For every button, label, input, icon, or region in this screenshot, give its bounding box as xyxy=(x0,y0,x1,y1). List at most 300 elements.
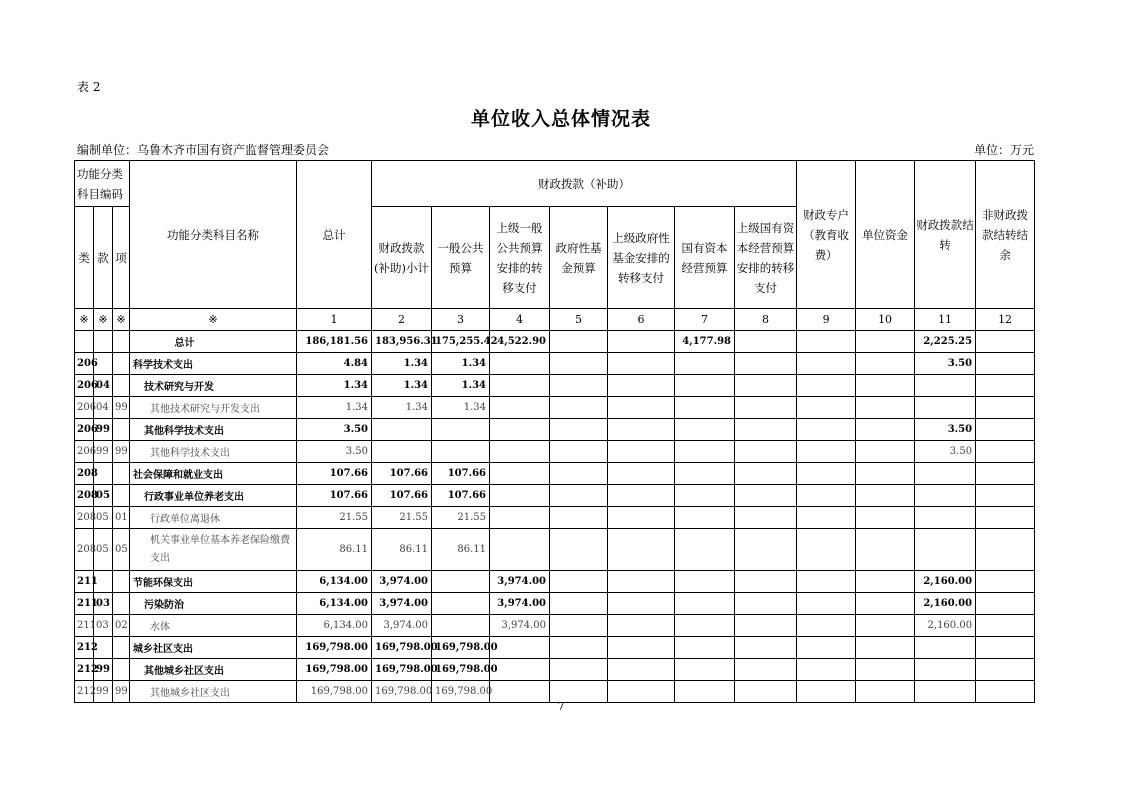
cell-kuan: 99 xyxy=(94,441,113,463)
cell-kuan: 05 xyxy=(94,529,113,571)
cell-value xyxy=(797,659,856,681)
cell-value xyxy=(735,485,797,507)
cell-value: 3,974.00 xyxy=(372,571,432,593)
cell-lei: 208 xyxy=(75,507,94,529)
cell-kuan: 03 xyxy=(94,615,113,637)
cell-kuan: 03 xyxy=(94,593,113,615)
index-cell: ※ xyxy=(75,309,94,331)
org-label: 编制单位：乌鲁木齐市国有资产监督管理委员会 xyxy=(77,143,330,157)
header-special: 财政专户（教育收费） xyxy=(797,161,856,309)
cell-value: 86.11 xyxy=(432,529,490,571)
cell-value xyxy=(976,571,1035,593)
cell-xiang xyxy=(113,331,130,353)
cell-value xyxy=(675,615,735,637)
index-cell: 7 xyxy=(675,309,735,331)
cell-value xyxy=(797,637,856,659)
table-row xyxy=(75,353,1035,375)
cell-value: 86.11 xyxy=(372,529,432,571)
cell-value: 175,255.42 xyxy=(432,331,490,353)
cell-value xyxy=(432,593,490,615)
cell-name: 其他城乡社区支出 xyxy=(130,659,297,681)
table-row xyxy=(75,615,1035,637)
cell-value: 107.66 xyxy=(432,463,490,485)
cell-xiang: 99 xyxy=(113,441,130,463)
cell-value xyxy=(490,507,550,529)
cell-value xyxy=(608,593,675,615)
cell-value xyxy=(490,463,550,485)
cell-value: 3.50 xyxy=(915,353,976,375)
cell-xiang: 99 xyxy=(113,397,130,419)
cell-kuan: 05 xyxy=(94,507,113,529)
cell-value xyxy=(550,529,608,571)
cell-value: 3.50 xyxy=(915,441,976,463)
table-row xyxy=(75,593,1035,615)
table-row xyxy=(75,507,1035,529)
cell-value: 3,974.00 xyxy=(490,615,550,637)
cell-value xyxy=(490,659,550,681)
table-row xyxy=(75,637,1035,659)
cell-value xyxy=(976,615,1035,637)
cell-value xyxy=(856,397,915,419)
cell-value: 3,974.00 xyxy=(490,571,550,593)
cell-value: 6,134.00 xyxy=(297,593,372,615)
cell-value: 1.34 xyxy=(372,397,432,419)
cell-value xyxy=(735,397,797,419)
cell-value xyxy=(550,615,608,637)
cell-value: 1.34 xyxy=(432,375,490,397)
cell-xiang xyxy=(113,485,130,507)
cell-value xyxy=(735,507,797,529)
cell-name: 城乡社区支出 xyxy=(130,637,297,659)
cell-value xyxy=(915,659,976,681)
cell-name: 其他科学技术支出 xyxy=(130,419,297,441)
cell-value: 1.34 xyxy=(372,353,432,375)
cell-name: 科学技术支出 xyxy=(130,353,297,375)
cell-value xyxy=(976,593,1035,615)
cell-value xyxy=(675,441,735,463)
cell-value xyxy=(432,441,490,463)
cell-value xyxy=(490,375,550,397)
cell-value: 21.55 xyxy=(372,507,432,529)
cell-value: 169,798.00 xyxy=(372,637,432,659)
cell-value: 86.11 xyxy=(297,529,372,571)
cell-lei: 212 xyxy=(75,681,94,703)
cell-value: 3,974.00 xyxy=(490,593,550,615)
cell-value: 2,160.00 xyxy=(915,571,976,593)
cell-value xyxy=(675,375,735,397)
income-table xyxy=(74,160,1035,703)
cell-xiang xyxy=(113,463,130,485)
cell-value: 1.34 xyxy=(432,397,490,419)
cell-value xyxy=(550,353,608,375)
cell-value xyxy=(735,659,797,681)
index-cell: 9 xyxy=(797,309,856,331)
cell-value xyxy=(550,331,608,353)
cell-value: 21.55 xyxy=(297,507,372,529)
table-row xyxy=(75,529,1035,571)
page-number: 7 xyxy=(557,700,565,713)
cell-value: 21.55 xyxy=(432,507,490,529)
cell-lei: 211 xyxy=(75,593,94,615)
cell-value xyxy=(608,529,675,571)
cell-value xyxy=(608,331,675,353)
header-total: 总计 xyxy=(297,161,372,309)
cell-value xyxy=(856,593,915,615)
cell-value xyxy=(976,441,1035,463)
table-row xyxy=(75,397,1035,419)
index-cell: 5 xyxy=(550,309,608,331)
table-row xyxy=(75,375,1035,397)
cell-value: 1.34 xyxy=(297,375,372,397)
cell-value xyxy=(608,441,675,463)
cell-value xyxy=(797,463,856,485)
cell-value xyxy=(608,463,675,485)
cell-value xyxy=(915,485,976,507)
cell-lei: 206 xyxy=(75,419,94,441)
cell-lei: 206 xyxy=(75,375,94,397)
cell-name: 其他科学技术支出 xyxy=(130,441,297,463)
cell-value xyxy=(856,375,915,397)
header-unit-fund: 单位资金 xyxy=(856,161,915,309)
cell-value: 107.66 xyxy=(297,463,372,485)
cell-value xyxy=(675,463,735,485)
cell-kuan: 99 xyxy=(94,659,113,681)
cell-name: 其他城乡社区支出 xyxy=(130,681,297,703)
cell-value xyxy=(735,441,797,463)
cell-value xyxy=(550,571,608,593)
cell-value xyxy=(856,529,915,571)
cell-value xyxy=(735,375,797,397)
cell-value xyxy=(976,637,1035,659)
cell-kuan: 99 xyxy=(94,681,113,703)
cell-value xyxy=(550,463,608,485)
cell-value xyxy=(976,659,1035,681)
cell-name: 行政单位离退休 xyxy=(130,507,297,529)
cell-name: 机关事业单位基本养老保险缴费支出 xyxy=(130,529,297,571)
cell-value xyxy=(976,397,1035,419)
cell-name: 社会保障和就业支出 xyxy=(130,463,297,485)
header-name: 功能分类科目名称 xyxy=(130,161,297,309)
header-gov-fund: 政府性基金预算 xyxy=(550,207,608,309)
cell-value xyxy=(976,507,1035,529)
cell-xiang xyxy=(113,419,130,441)
cell-value xyxy=(735,615,797,637)
cell-value xyxy=(675,397,735,419)
cell-value: 169,798.00 xyxy=(432,681,490,703)
cell-value xyxy=(490,397,550,419)
cell-value xyxy=(976,353,1035,375)
cell-value xyxy=(797,441,856,463)
cell-value xyxy=(432,615,490,637)
cell-value xyxy=(372,441,432,463)
cell-value xyxy=(797,507,856,529)
cell-value xyxy=(608,637,675,659)
page-title: 单位收入总体情况表 xyxy=(470,108,651,130)
cell-value xyxy=(675,353,735,375)
cell-value: 186,181.56 xyxy=(297,331,372,353)
header-transfer-capital: 上级国有资本经营预算安排的转移支付 xyxy=(735,207,797,309)
cell-value xyxy=(856,441,915,463)
cell-value xyxy=(735,463,797,485)
table-row xyxy=(75,419,1035,441)
header-fiscal-group: 财政拨款（补助） xyxy=(372,161,797,207)
cell-value: 6,134.00 xyxy=(297,571,372,593)
cell-value xyxy=(856,637,915,659)
cell-value: 6,134.00 xyxy=(297,615,372,637)
cell-value xyxy=(735,419,797,441)
cell-value xyxy=(856,419,915,441)
cell-value: 169,798.00 xyxy=(297,681,372,703)
header-general: 一般公共预算 xyxy=(432,207,490,309)
header-transfer-general: 上级一般公共预算安排的转移支付 xyxy=(490,207,550,309)
cell-value xyxy=(550,659,608,681)
cell-lei: 206 xyxy=(75,353,94,375)
cell-kuan: 99 xyxy=(94,419,113,441)
cell-value xyxy=(797,375,856,397)
cell-value: 4,522.90 xyxy=(490,331,550,353)
cell-value xyxy=(735,331,797,353)
cell-value xyxy=(608,353,675,375)
cell-value xyxy=(490,485,550,507)
header-lei: 类 xyxy=(75,207,94,309)
cell-value xyxy=(856,485,915,507)
cell-name: 污染防治 xyxy=(130,593,297,615)
index-cell: 3 xyxy=(432,309,490,331)
cell-value xyxy=(675,485,735,507)
cell-value: 2,160.00 xyxy=(915,615,976,637)
cell-kuan: 05 xyxy=(94,485,113,507)
cell-value xyxy=(797,397,856,419)
cell-xiang xyxy=(113,375,130,397)
table-row xyxy=(75,571,1035,593)
cell-value xyxy=(608,397,675,419)
cell-value xyxy=(797,485,856,507)
cell-value xyxy=(550,485,608,507)
cell-value xyxy=(608,507,675,529)
cell-xiang: 99 xyxy=(113,681,130,703)
cell-value: 3.50 xyxy=(915,419,976,441)
cell-value xyxy=(490,637,550,659)
cell-value xyxy=(550,397,608,419)
cell-name: 技术研究与开发 xyxy=(130,375,297,397)
cell-value xyxy=(915,463,976,485)
cell-value xyxy=(550,593,608,615)
cell-xiang xyxy=(113,637,130,659)
cell-value: 1.34 xyxy=(297,397,372,419)
cell-value xyxy=(432,419,490,441)
cell-lei: 212 xyxy=(75,637,94,659)
cell-value xyxy=(608,659,675,681)
cell-kuan: 04 xyxy=(94,375,113,397)
cell-value xyxy=(856,507,915,529)
cell-value xyxy=(797,419,856,441)
header-transfer-fund: 上级政府性基金安排的转移支付 xyxy=(608,207,675,309)
cell-value xyxy=(797,529,856,571)
cell-xiang xyxy=(113,659,130,681)
cell-value xyxy=(976,375,1035,397)
cell-lei: 206 xyxy=(75,397,94,419)
cell-value xyxy=(797,571,856,593)
cell-lei: 208 xyxy=(75,463,94,485)
header-carryover: 财政拨款结转 xyxy=(915,161,976,309)
cell-value: 169,798.00 xyxy=(432,659,490,681)
cell-name: 行政事业单位养老支出 xyxy=(130,485,297,507)
cell-kuan: 04 xyxy=(94,397,113,419)
cell-lei: 212 xyxy=(75,659,94,681)
header-state-capital: 国有资本经营预算 xyxy=(675,207,735,309)
cell-value: 2,160.00 xyxy=(915,593,976,615)
cell-xiang xyxy=(113,353,130,375)
cell-value xyxy=(797,331,856,353)
cell-value xyxy=(797,593,856,615)
cell-value xyxy=(550,375,608,397)
index-cell: 10 xyxy=(856,309,915,331)
cell-value xyxy=(608,571,675,593)
table-row xyxy=(75,331,1035,353)
cell-value xyxy=(608,375,675,397)
index-cell: 6 xyxy=(608,309,675,331)
table-label: 表 2 xyxy=(77,80,101,94)
cell-lei: 208 xyxy=(75,529,94,571)
cell-value: 169,798.00 xyxy=(372,681,432,703)
cell-value xyxy=(915,375,976,397)
cell-value: 183,956.31 xyxy=(372,331,432,353)
cell-value: 107.66 xyxy=(372,463,432,485)
cell-value xyxy=(608,485,675,507)
header-code-group: 功能分类科目编码 xyxy=(75,161,130,207)
cell-value xyxy=(735,571,797,593)
index-cell: 11 xyxy=(915,309,976,331)
cell-value: 107.66 xyxy=(297,485,372,507)
cell-value xyxy=(856,571,915,593)
cell-value xyxy=(976,485,1035,507)
cell-value xyxy=(675,659,735,681)
cell-value: 169,798.00 xyxy=(432,637,490,659)
cell-value xyxy=(490,529,550,571)
cell-value xyxy=(490,441,550,463)
cell-value xyxy=(856,659,915,681)
cell-value xyxy=(490,353,550,375)
cell-value xyxy=(550,441,608,463)
table-body xyxy=(75,331,1035,703)
cell-value: 107.66 xyxy=(432,485,490,507)
cell-xiang: 05 xyxy=(113,529,130,571)
cell-lei: 211 xyxy=(75,615,94,637)
index-row xyxy=(75,309,1035,331)
cell-value xyxy=(735,353,797,375)
cell-value xyxy=(735,593,797,615)
cell-value: 2,225.25 xyxy=(915,331,976,353)
cell-value xyxy=(976,419,1035,441)
cell-name: 其他技术研究与开发支出 xyxy=(130,397,297,419)
table-row xyxy=(75,485,1035,507)
table-row xyxy=(75,441,1035,463)
index-cell: ※ xyxy=(113,309,130,331)
cell-value xyxy=(797,615,856,637)
cell-value: 3.50 xyxy=(297,419,372,441)
cell-xiang xyxy=(113,593,130,615)
cell-value xyxy=(608,615,675,637)
cell-value: 4.84 xyxy=(297,353,372,375)
cell-name: 节能环保支出 xyxy=(130,571,297,593)
table-row xyxy=(75,659,1035,681)
header-xiang: 项 xyxy=(113,207,130,309)
cell-lei: 211 xyxy=(75,571,94,593)
cell-lei: 208 xyxy=(75,485,94,507)
cell-value: 169,798.00 xyxy=(297,659,372,681)
index-cell: 1 xyxy=(297,309,372,331)
cell-value: 107.66 xyxy=(372,485,432,507)
cell-value xyxy=(675,419,735,441)
cell-value: 1.34 xyxy=(372,375,432,397)
cell-lei xyxy=(75,331,94,353)
cell-xiang xyxy=(113,571,130,593)
cell-value xyxy=(915,529,976,571)
cell-kuan xyxy=(94,331,113,353)
index-cell: 2 xyxy=(372,309,432,331)
cell-xiang: 01 xyxy=(113,507,130,529)
header-non-fiscal: 非财政拨款结转结余 xyxy=(976,161,1035,309)
cell-value xyxy=(915,397,976,419)
cell-value: 3.50 xyxy=(297,441,372,463)
cell-value xyxy=(976,529,1035,571)
cell-name: 水体 xyxy=(130,615,297,637)
cell-value xyxy=(550,419,608,441)
cell-value: 4,177.98 xyxy=(675,331,735,353)
cell-value xyxy=(976,331,1035,353)
unit-label: 单位：万元 xyxy=(973,143,1034,157)
header-fiscal-sub: 财政拨款(补助)小计 xyxy=(372,207,432,309)
cell-name: 总计 xyxy=(130,331,297,353)
cell-value xyxy=(550,637,608,659)
cell-value: 3,974.00 xyxy=(372,593,432,615)
index-cell: ※ xyxy=(130,309,297,331)
cell-value xyxy=(372,419,432,441)
cell-value: 1.34 xyxy=(432,353,490,375)
cell-value xyxy=(432,571,490,593)
index-cell: ※ xyxy=(94,309,113,331)
cell-value xyxy=(490,419,550,441)
table-row xyxy=(75,463,1035,485)
cell-value xyxy=(976,463,1035,485)
cell-value xyxy=(735,637,797,659)
index-cell: 4 xyxy=(490,309,550,331)
cell-value xyxy=(856,331,915,353)
cell-value: 3,974.00 xyxy=(372,615,432,637)
cell-value xyxy=(797,353,856,375)
cell-value xyxy=(608,419,675,441)
cell-value xyxy=(856,463,915,485)
cell-value: 169,798.00 xyxy=(372,659,432,681)
cell-value xyxy=(675,507,735,529)
cell-value xyxy=(915,507,976,529)
cell-xiang: 02 xyxy=(113,615,130,637)
index-cell: 12 xyxy=(976,309,1035,331)
cell-value xyxy=(856,615,915,637)
header-kuan: 款 xyxy=(94,207,113,309)
cell-value xyxy=(675,593,735,615)
cell-value xyxy=(550,507,608,529)
cell-value xyxy=(675,529,735,571)
cell-value xyxy=(915,637,976,659)
cell-value xyxy=(675,637,735,659)
cell-value xyxy=(675,571,735,593)
cell-value xyxy=(856,353,915,375)
cell-value xyxy=(735,529,797,571)
cell-value: 169,798.00 xyxy=(297,637,372,659)
index-cell: 8 xyxy=(735,309,797,331)
cell-lei: 206 xyxy=(75,441,94,463)
